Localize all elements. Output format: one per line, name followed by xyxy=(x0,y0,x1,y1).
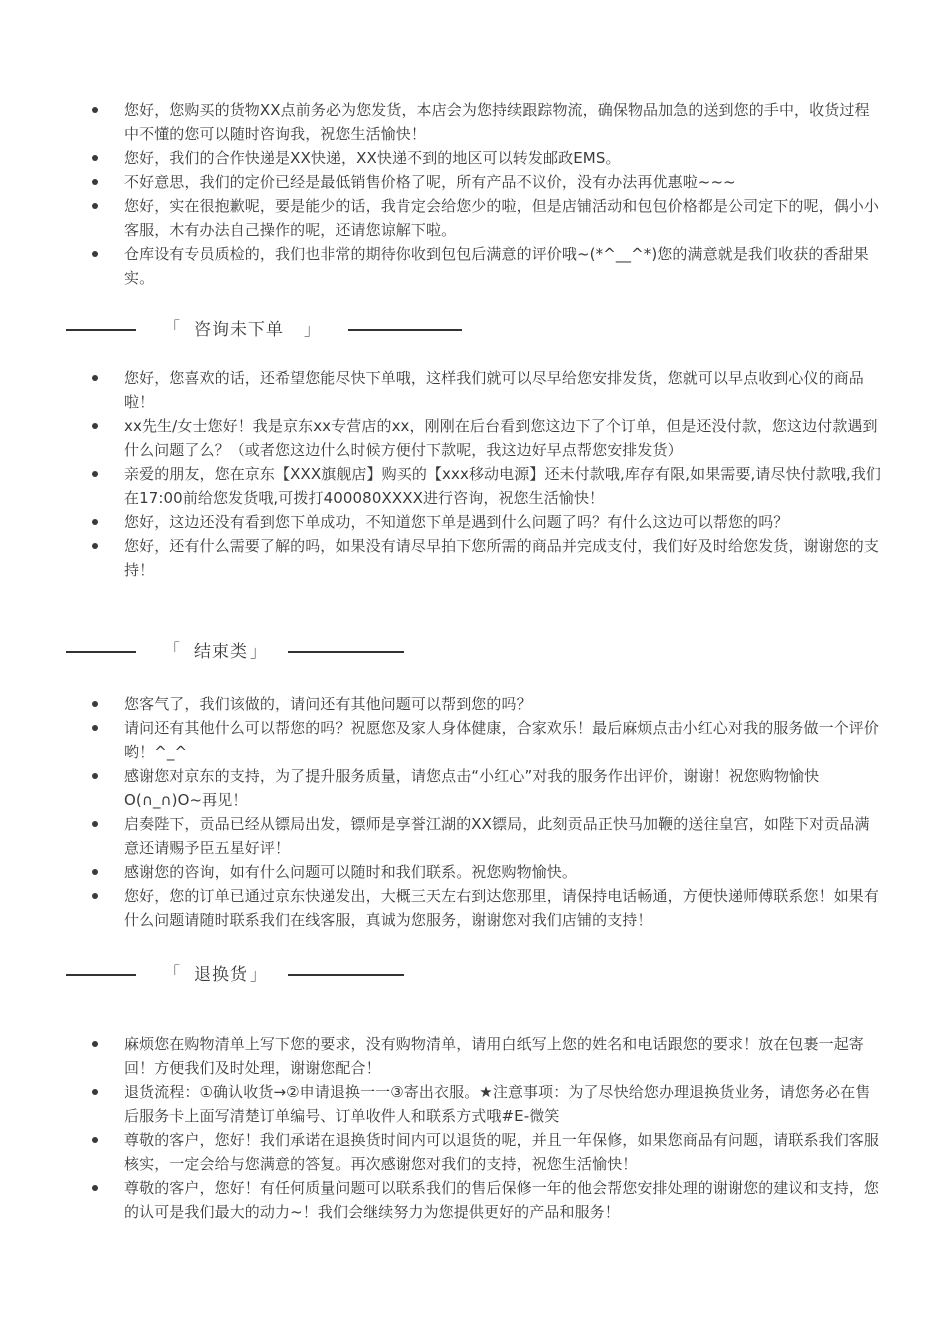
list-item-text: 您好，您喜欢的话，还希望您能尽快下单哦，这样我们就可以尽早给您安排发货，您就可以早点收到心仪的商品啦！ xyxy=(124,369,864,411)
heading-rule-right xyxy=(348,329,462,331)
list-item xyxy=(0,1032,950,1080)
list-item-text: 您好，我们的合作快递是XX快递，XX快递不到的地区可以转发邮政EMS。 xyxy=(124,149,621,167)
list-item xyxy=(0,764,950,812)
list-item xyxy=(0,1176,950,1224)
bullet-icon xyxy=(92,773,98,779)
list-item-text: 退货流程：①确认收货→②申请退换一一③寄出衣服。★注意事项：为了尽快给您办理退换货业务，请您务必在售后服务卡上面写清楚订单编号、订单收件人和联系方式哦#E-微笑 xyxy=(124,1083,871,1125)
list-item xyxy=(0,242,950,290)
list-item xyxy=(0,812,950,860)
heading-rule-right xyxy=(288,651,404,653)
list-item xyxy=(0,510,950,534)
section-title xyxy=(194,963,267,987)
bullet-icon xyxy=(92,1137,98,1143)
list-item xyxy=(0,462,950,510)
list-item xyxy=(0,1128,950,1176)
list-item xyxy=(0,170,950,194)
section-4-list xyxy=(0,1032,950,1224)
list-item xyxy=(0,692,950,716)
heading-bracket-close: 」 xyxy=(250,965,268,984)
list-item-text: 尊敬的客户，您好！我们承诺在退换货时间内可以退货的呢，并且一年保修，如果您商品有问题，请联系我们客服核实，一定会给与您满意的答复。再次感谢您对我们的支持，祝您生活愉快！ xyxy=(124,1131,880,1173)
section-title xyxy=(194,318,321,342)
section-3-list xyxy=(0,692,950,932)
bullet-icon xyxy=(92,821,98,827)
bullet-icon xyxy=(92,1185,98,1191)
list-item xyxy=(0,884,950,932)
list-item xyxy=(0,366,950,414)
bullet-icon xyxy=(92,701,98,707)
list-item-text: 不好意思，我们的定价已经是最低销售价格了呢，所有产品不议价，没有办法再优惠啦~~~ xyxy=(124,173,736,191)
section-heading-consult xyxy=(66,318,566,342)
list-item xyxy=(0,860,950,884)
list-item xyxy=(0,98,950,146)
bullet-icon xyxy=(92,471,98,477)
bullet-icon xyxy=(92,251,98,257)
bullet-icon xyxy=(92,725,98,731)
bullet-icon xyxy=(92,519,98,525)
list-item-text: 请问还有其他什么可以帮您的吗？祝愿您及家人身体健康，合家欢乐！最后麻烦点击小红心对我的服务做一个评价哟！^_^ xyxy=(124,719,880,761)
list-item-text: 感谢您的咨询，如有什么问题可以随时和我们联系。祝您购物愉快。 xyxy=(124,863,578,881)
bullet-icon xyxy=(92,423,98,429)
list-item xyxy=(0,716,950,764)
section-title xyxy=(194,640,267,664)
list-item xyxy=(0,534,950,582)
list-item xyxy=(0,1080,950,1128)
bullet-icon xyxy=(92,869,98,875)
section-1-list xyxy=(0,98,950,290)
bullet-icon xyxy=(92,107,98,113)
heading-bracket-close: 」 xyxy=(250,642,268,661)
bullet-icon xyxy=(92,893,98,899)
heading-bracket-close: 」 xyxy=(304,320,322,339)
heading-rule-left xyxy=(66,974,136,976)
list-item-text: 您客气了，我们该做的，请问还有其他问题可以帮到您的吗？ xyxy=(124,695,532,713)
bullet-icon xyxy=(92,179,98,185)
list-item-text: 感谢您对京东的支持，为了提升服务质量，请您点击“小红心”对我的服务作出评价，谢谢！祝您购物愉快O(∩_∩)O~再见！ xyxy=(124,767,820,809)
list-item xyxy=(0,194,950,242)
bullet-icon xyxy=(92,375,98,381)
list-item-text: 仓库设有专员质检的，我们也非常的期待你收到包包后满意的评价哦~(*^__^*)您的满意就是我们收获的香甜果实。 xyxy=(124,245,869,287)
list-item xyxy=(0,146,950,170)
list-item-text: 亲爱的朋友，您在京东【XXX旗舰店】购买的【xxx移动电源】还未付款哦,库存有限,如果需要,请尽快付款哦,我们在17:00前给您发货哦,可拨打400080XXXX进行咨询，祝您生活愉快！ xyxy=(124,465,882,507)
list-item-text: 您好，实在很抱歉呢，要是能少的话，我肯定会给您少的啦，但是店铺活动和包包价格都是公司定下的呢，偶小小客服，木有办法自己操作的呢，还请您谅解下啦。 xyxy=(124,197,880,239)
list-item-text: 您好，还有什么需要了解的吗，如果没有请尽早拍下您所需的商品并完成支付，我们好及时给您发货，谢谢您的支持！ xyxy=(124,537,880,579)
section-heading-returns xyxy=(66,963,566,987)
bullet-icon xyxy=(92,203,98,209)
section-title-text: 咨询未下单 xyxy=(194,320,284,340)
section-2-list xyxy=(0,366,950,582)
heading-bracket-open: 「 xyxy=(164,640,181,659)
list-item-text: 尊敬的客户，您好！有任何质量问题可以联系我们的售后保修一年的他会帮您安排处理的谢谢您的建议和支持，您的认可是我们最大的动力~！我们会继续努力为您提供更好的产品和服务！ xyxy=(124,1179,880,1221)
list-item-text: 您好，您购买的货物XX点前务必为您发货，本店会为您持续跟踪物流，确保物品加急的送到您的手中，收货过程中不懂的您可以随时咨询我，祝您生活愉快！ xyxy=(124,101,870,143)
heading-rule-left xyxy=(66,651,136,653)
list-item-text: 启奏陛下，贡品已经从镖局出发，镖师是享誉江湖的XX镖局，此刻贡品正快马加鞭的送往皇宫，如陛下对贡品满意还请赐予臣五星好评！ xyxy=(124,815,870,857)
section-title-text: 结束类 xyxy=(194,642,248,662)
heading-rule-right xyxy=(288,974,404,976)
heading-bracket-open: 「 xyxy=(164,963,181,982)
heading-bracket-open: 「 xyxy=(164,318,181,337)
list-item-text: 您好，这边还没有看到您下单成功，不知道您下单是遇到什么问题了吗？有什么这边可以帮您的吗？ xyxy=(124,513,789,531)
list-item-text: 您好，您的订单已通过京东快递发出，大概三天左右到达您那里，请保持电话畅通，方便快递师傅联系您！如果有什么问题请随时联系我们在线客服，真诚为您服务，谢谢您对我们店铺的支持！ xyxy=(124,887,880,929)
list-item-text: xx先生/女士您好！我是京东xx专营店的xx，刚刚在后台看到您这边下了个订单，但是还没付款，您这边付款遇到什么问题了么？（或者您这边什么时候方便付下款呢，我这边好早点帮您安排发货） xyxy=(124,417,878,459)
bullet-icon xyxy=(92,1089,98,1095)
section-title-text: 退换货 xyxy=(194,965,248,985)
section-heading-closing xyxy=(66,640,566,664)
list-item xyxy=(0,414,950,462)
list-item-text: 麻烦您在购物清单上写下您的要求，没有购物清单，请用白纸写上您的姓名和电话跟您的要求！放在包裹一起寄回！方便我们及时处理，谢谢您配合！ xyxy=(124,1035,864,1077)
heading-rule-left xyxy=(66,329,136,331)
bullet-icon xyxy=(92,1041,98,1047)
bullet-icon xyxy=(92,155,98,161)
bullet-icon xyxy=(92,543,98,549)
